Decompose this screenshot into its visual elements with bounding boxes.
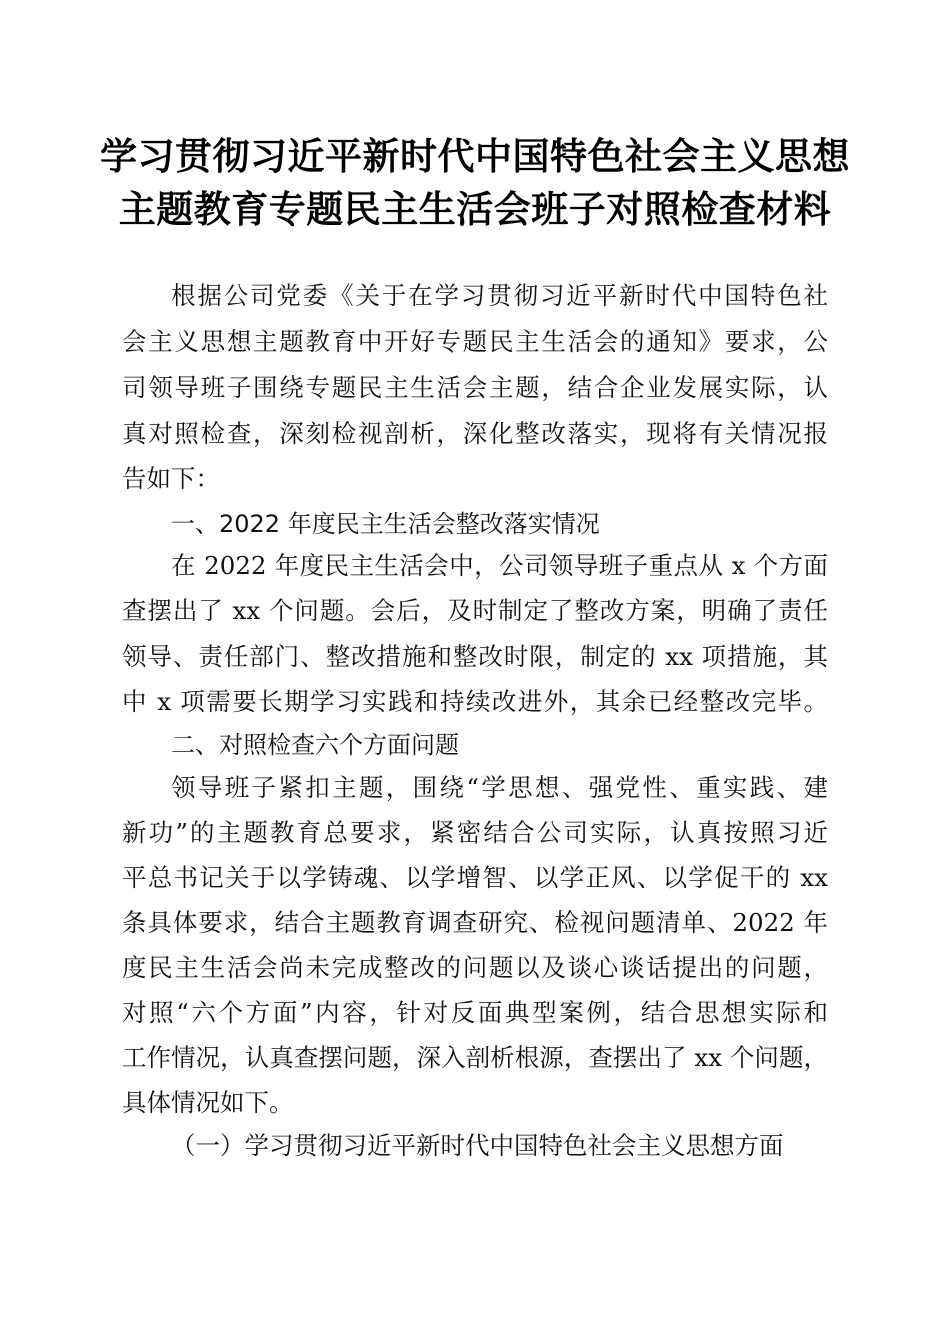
section-2-line-5: 度民主生活会尚未完成整改的问题以及谈心谈话提出的问题， — [122, 953, 828, 982]
section-2-line-4: 条具体要求，结合主题教育调查研究、检视问题清单、2022 年 — [122, 908, 828, 937]
section-1-line-3: 领导、责任部门、整改措施和整改时限，制定的 xx 项措施，其 — [122, 642, 828, 671]
document-title-line-1: 学习贯彻习近平新时代中国特色社会主义思想 — [100, 134, 850, 178]
section-2-line-3: 平总书记关于以学铸魂、以学增智、以学正风、以学促干的 xx — [122, 863, 828, 892]
section-2-subheading: （一）学习贯彻习近平新时代中国特色社会主义思想方面 — [171, 1131, 784, 1160]
intro-line-2: 会主义思想主题教育中开好专题民主生活会的通知》要求，公 — [122, 327, 828, 356]
section-1-line-2: 查摆出了 xx 个问题。会后，及时制定了整改方案，明确了责任 — [122, 596, 828, 625]
section-2-heading: 二、对照检查六个方面问题 — [171, 731, 459, 759]
intro-line-4: 真对照检查，深刻检视剖析，深化整改落实，现将有关情况报 — [122, 419, 828, 448]
section-1-line-1: 在 2022 年度民主生活会中，公司领导班子重点从 x 个方面 — [171, 551, 828, 580]
intro-line-3: 司领导班子围绕专题民主生活会主题，结合企业发展实际，认 — [122, 373, 828, 402]
intro-line-1: 根据公司党委《关于在学习贯彻习近平新时代中国特色社 — [171, 281, 828, 310]
document-title-line-2: 主题教育专题民主生活会班子对照检查材料 — [118, 187, 832, 231]
section-2-line-2: 新功”的主题教育总要求，紧密结合公司实际，认真按照习近 — [122, 818, 828, 847]
section-2-line-6: 对照“六个方面”内容，针对反面典型案例，结合思想实际和 — [122, 998, 828, 1027]
section-1-line-4: 中 x 项需要长期学习实践和持续改进外，其余已经整改完毕。 — [122, 687, 828, 716]
section-2-line-1: 领导班子紧扣主题，围绕“学思想、强党性、重实践、建 — [171, 773, 828, 802]
section-2-line-7: 工作情况，认真查摆问题，深入剖析根源，查摆出了 xx 个问题， — [122, 1043, 828, 1072]
section-1-heading: 一、2022 年度民主生活会整改落实情况 — [171, 510, 600, 538]
intro-line-5: 告如下： — [122, 464, 220, 493]
section-2-line-8: 具体情况如下。 — [122, 1088, 294, 1117]
